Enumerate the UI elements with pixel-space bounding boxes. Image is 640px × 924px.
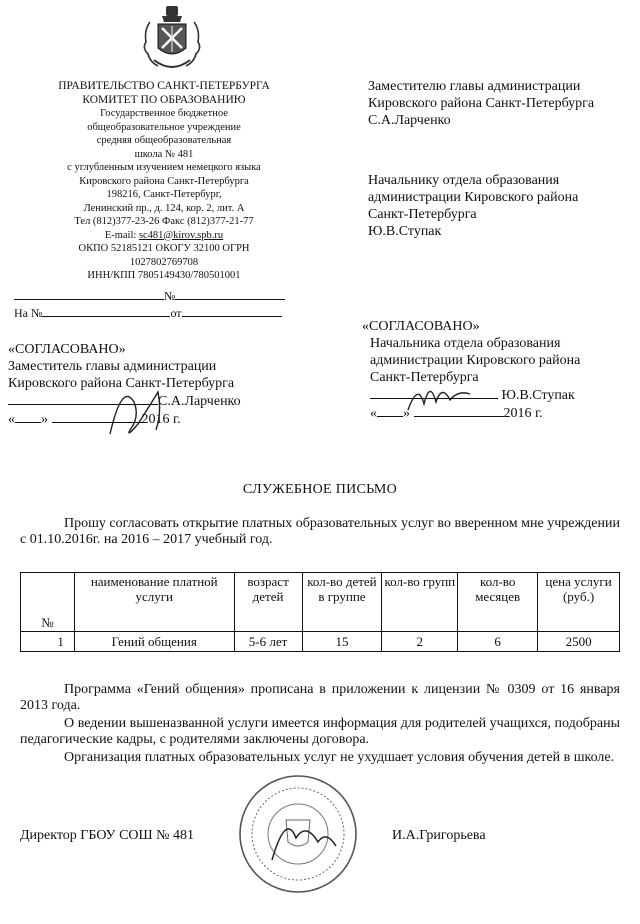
table-cell: 2 <box>382 632 458 652</box>
services-table <box>20 572 620 652</box>
header-line: Ленинский пр., д. 124, кор. 2, лит. А <box>83 202 245 214</box>
ref-na-label: На № <box>14 306 43 320</box>
table-header-cell: № <box>21 573 75 632</box>
email-link[interactable]: sc481@kirov.spb.ru <box>138 229 224 241</box>
organization-paragraph: Организация платных образовательных услуг не ухудшает условия обучения детей в школе. <box>64 750 615 765</box>
addressee-line: Ю.В.Ступак <box>368 224 442 239</box>
header-line: Кировского района Санкт-Петербурга <box>79 175 249 187</box>
table-cell: 1 <box>21 632 75 652</box>
number-sign: № <box>164 289 176 303</box>
approval-year: 2016 г. <box>503 406 543 421</box>
table-cell: 6 <box>458 632 538 652</box>
addressee-line: С.А.Ларченко <box>368 113 451 128</box>
day-blank <box>377 404 403 417</box>
reference-line <box>14 304 304 321</box>
director-name: И.А.Григорьева <box>392 828 486 843</box>
addressee-line: администрации Кировского района <box>368 190 579 205</box>
approver-name: С.А.Ларченко <box>158 394 241 409</box>
header-line: ПРАВИТЕЛЬСТВО САНКТ-ПЕТЕРБУРГА <box>58 80 270 92</box>
table-header-cell: кол-во детей в группе <box>302 573 382 632</box>
header-line: школа № 481 <box>134 148 194 160</box>
signature-scribble-left <box>100 372 180 452</box>
header-line: общеобразовательное учреждение <box>87 121 241 133</box>
body-paragraphs <box>20 682 620 766</box>
addressee-line: Кировского района Санкт-Петербурга <box>368 96 595 111</box>
table-header-cell: наименование платной услуги <box>74 573 234 632</box>
addressee-education-head <box>368 172 578 240</box>
ref-date-blank <box>182 304 282 317</box>
program-paragraph: Программа «Гений общения» прописана в приложении к лицензии № 0309 от 16 января 2013 года. <box>20 682 620 713</box>
signature-scribble-right <box>404 376 474 416</box>
addressee-line: Санкт-Петербурга <box>368 207 477 222</box>
approver-name: Ю.В.Ступак <box>501 388 575 403</box>
header-line: Тел (812)377-23-26 Факс (812)377-21-77 <box>74 216 254 227</box>
letterhead <box>14 80 314 283</box>
school-round-stamp <box>236 772 360 896</box>
ref-blank <box>42 304 170 317</box>
table-cell: 2500 <box>538 632 620 652</box>
date-quote-close: » <box>41 412 48 427</box>
information-paragraph: О ведении вышеназванной услуги имеется информация для родителей учащихся, подобраны педагогические кадры, с родителями заключены договора. <box>20 716 620 747</box>
header-line: ИНН/КПП 7805149430/780501001 <box>87 270 241 281</box>
approval-line: Кировского района Санкт-Петербурга <box>8 376 235 391</box>
director-title: Директор ГБОУ СОШ № 481 <box>20 828 195 843</box>
header-email-line <box>14 229 314 243</box>
table-header-cell: кол-во месяцев <box>458 573 538 632</box>
approval-line: Санкт-Петербурга <box>370 370 479 385</box>
table-header-cell: возраст детей <box>234 573 302 632</box>
table-header-row <box>21 573 620 632</box>
approval-title: «СОГЛАСОВАНО» <box>362 319 480 334</box>
header-line: средняя общеобразовательная <box>96 135 232 146</box>
ref-ot-label: от <box>170 306 182 320</box>
header-line: ОКПО 52185121 ОКОГУ 32100 ОГРН <box>78 243 250 254</box>
table-header-cell: цена услуги (руб.) <box>538 573 620 632</box>
date-quote-open: « <box>370 406 377 421</box>
date-quote-close: » <box>403 406 410 421</box>
header-line: Государственное бюджетное <box>100 108 228 119</box>
addressee-line: Начальнику отдела образования <box>368 173 560 188</box>
intro-text: Прошу согласовать открытие платных образовательных услуг во вверенном мне учреждении с 01.10.2016г. на 2016 – 2017 учебный год. <box>20 516 620 547</box>
table-row <box>21 632 620 652</box>
day-blank <box>15 410 41 423</box>
outgoing-number-line <box>14 287 304 304</box>
coat-of-arms-emblem <box>136 4 208 76</box>
approval-line: Заместитель главы администрации <box>8 359 217 374</box>
document-title: СЛУЖЕБНОЕ ПИСЬМО <box>242 482 398 497</box>
header-line: с углубленным изучением немецкого языка <box>67 162 261 173</box>
date-quote-open: « <box>8 412 15 427</box>
number-blank <box>14 287 164 300</box>
header-line: 1027802769708 <box>129 256 199 268</box>
email-label: E-mail: <box>104 229 139 241</box>
number-blank <box>175 287 285 300</box>
intro-paragraph <box>20 516 620 548</box>
approval-line: администрации Кировского района <box>370 353 581 368</box>
addressee-deputy-head <box>368 78 594 129</box>
table-cell: Гений общения <box>74 632 234 652</box>
table-header-cell: кол-во групп <box>382 573 458 632</box>
approval-year: 2016 г. <box>141 412 181 427</box>
addressee-line: Заместителю главы администрации <box>368 79 581 94</box>
header-line: 198216, Санкт-Петербург, <box>106 189 222 200</box>
approval-title: «СОГЛАСОВАНО» <box>8 342 126 357</box>
table-cell: 15 <box>302 632 382 652</box>
header-line: КОМИТЕТ ПО ОБРАЗОВАНИЮ <box>82 93 246 106</box>
table-cell: 5-6 лет <box>234 632 302 652</box>
approval-line: Начальника отдела образования <box>370 336 561 351</box>
